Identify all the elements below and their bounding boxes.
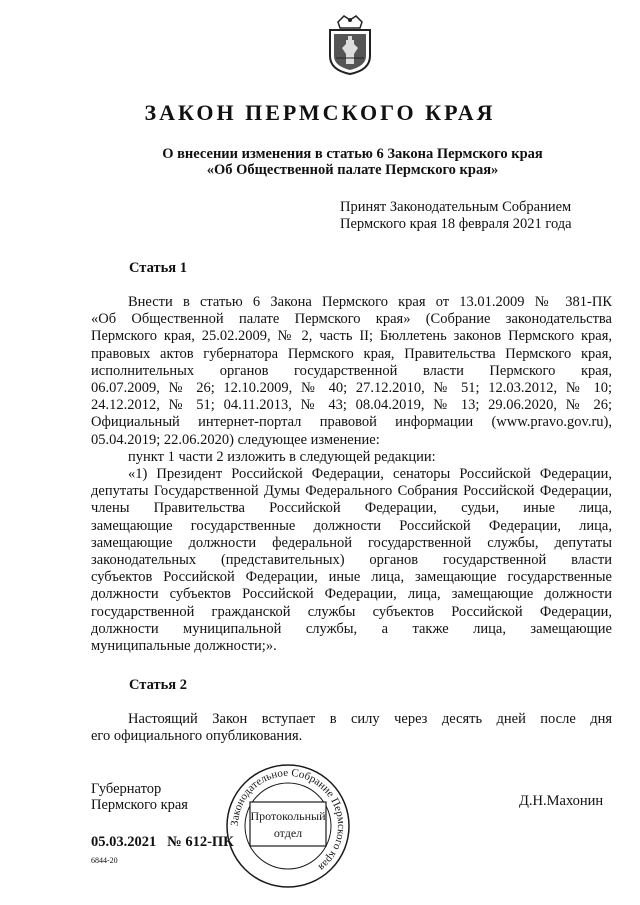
text-line: 05.04.2019; 22.06.2020) следующее изменение: bbox=[91, 431, 380, 448]
text-line: законодательных (представительных) органов государственной власти bbox=[91, 551, 612, 568]
text-line: муниципальные должности;». bbox=[91, 637, 277, 654]
article-1-paragraph-2: пункт 1 части 2 изложить в следующей редакции: bbox=[128, 449, 436, 465]
subtitle-line: О внесении изменения в статью 6 Закона Пермского края bbox=[162, 146, 543, 162]
signatory-position bbox=[91, 782, 188, 813]
adoption-line: Принят Законодательным Собранием bbox=[340, 199, 572, 215]
text-line: 24.12.2012, № 51; 04.11.2013, № 43; 08.04.2019, № 13; 29.06.2020, № 26; bbox=[91, 397, 612, 414]
law-number: № 612-ПК bbox=[167, 834, 234, 850]
text-line: должности субъектов Российской Федерации, лица, замещающие должности bbox=[91, 586, 612, 603]
text-line: депутаты Государственной Думы Федерального Собрания Российской Федерации, bbox=[91, 483, 612, 500]
signatory-name: Д.Н.Махонин bbox=[519, 793, 604, 809]
article-1-paragraph-3 bbox=[91, 466, 612, 655]
article-1-paragraph-1 bbox=[91, 294, 612, 449]
text-line: должности муниципальной службы, а также лица, замещающие bbox=[91, 620, 612, 637]
text-line: члены Правительства Российской Федерации, судьи, иные лица, bbox=[91, 500, 612, 517]
adoption-note bbox=[340, 199, 572, 232]
position-line: Пермского края bbox=[91, 796, 188, 813]
law-date-number bbox=[91, 834, 234, 851]
text-line: исполнительных органов государственной власти Пермского края, bbox=[91, 362, 612, 379]
text-line: государственной гражданской службы субъектов Российской Федерации, bbox=[91, 603, 612, 620]
text-line: замещающие должности федеральной государственной службы, депутаты bbox=[91, 534, 612, 551]
text-line: Пермского края, 25.02.2009, № 2, часть II; Бюллетень законов Пермского края, bbox=[91, 328, 612, 345]
document-subtitle bbox=[0, 146, 640, 178]
text-line: Внести в статью 6 Закона Пермского края от 13.01.2009 № 381-ПК bbox=[128, 294, 612, 310]
text-line: его официального опубликования. bbox=[91, 728, 303, 745]
text-line: правовых актов губернатора Пермского края, Правительства Пермского края, bbox=[91, 345, 612, 362]
position-line: Губернатор bbox=[91, 781, 162, 797]
text-line: Официальный интернет-портал правовой информации (www.pravo.gov.ru), bbox=[91, 414, 612, 431]
perm-krai-coat-of-arms-icon bbox=[324, 14, 376, 76]
law-date: 05.03.2021 bbox=[91, 834, 157, 850]
text-line: Настоящий Закон вступает в силу через десять дней после дня bbox=[128, 711, 612, 727]
official-stamp bbox=[224, 762, 352, 890]
subtitle-line: «Об Общественной палате Пермского края» bbox=[206, 162, 499, 178]
adoption-line: Пермского края 18 февраля 2021 года bbox=[340, 215, 572, 232]
text-line: «1) Президент Российской Федерации, сенаторы Российской Федерации, bbox=[128, 466, 612, 482]
text-line: «Об Общественной палате Пермского края» (Собрание законодательства bbox=[91, 311, 612, 328]
article-2-heading: Статья 2 bbox=[129, 677, 187, 693]
stamp-box-line: отдел bbox=[273, 826, 303, 840]
document-code: 6844-20 bbox=[91, 856, 118, 865]
stamp-box-line: Протокольный bbox=[250, 809, 326, 823]
stamp-ring-textpath: Законодательное Собрание Пермского края bbox=[228, 766, 348, 874]
text-line: субъектов Российской Федерации, иные лица, замещающие государственные bbox=[91, 569, 612, 586]
article-1-heading: Статья 1 bbox=[129, 260, 187, 276]
document-title: ЗАКОН ПЕРМСКОГО КРАЯ bbox=[144, 100, 496, 125]
article-2-paragraph bbox=[91, 711, 612, 745]
text-line: замещающие государственные должности Российской Федерации, лица, bbox=[91, 517, 612, 534]
text-line: 06.07.2009, № 26; 12.10.2009, № 40; 27.12.2010, № 51; 12.03.2012, № 10; bbox=[91, 379, 612, 396]
